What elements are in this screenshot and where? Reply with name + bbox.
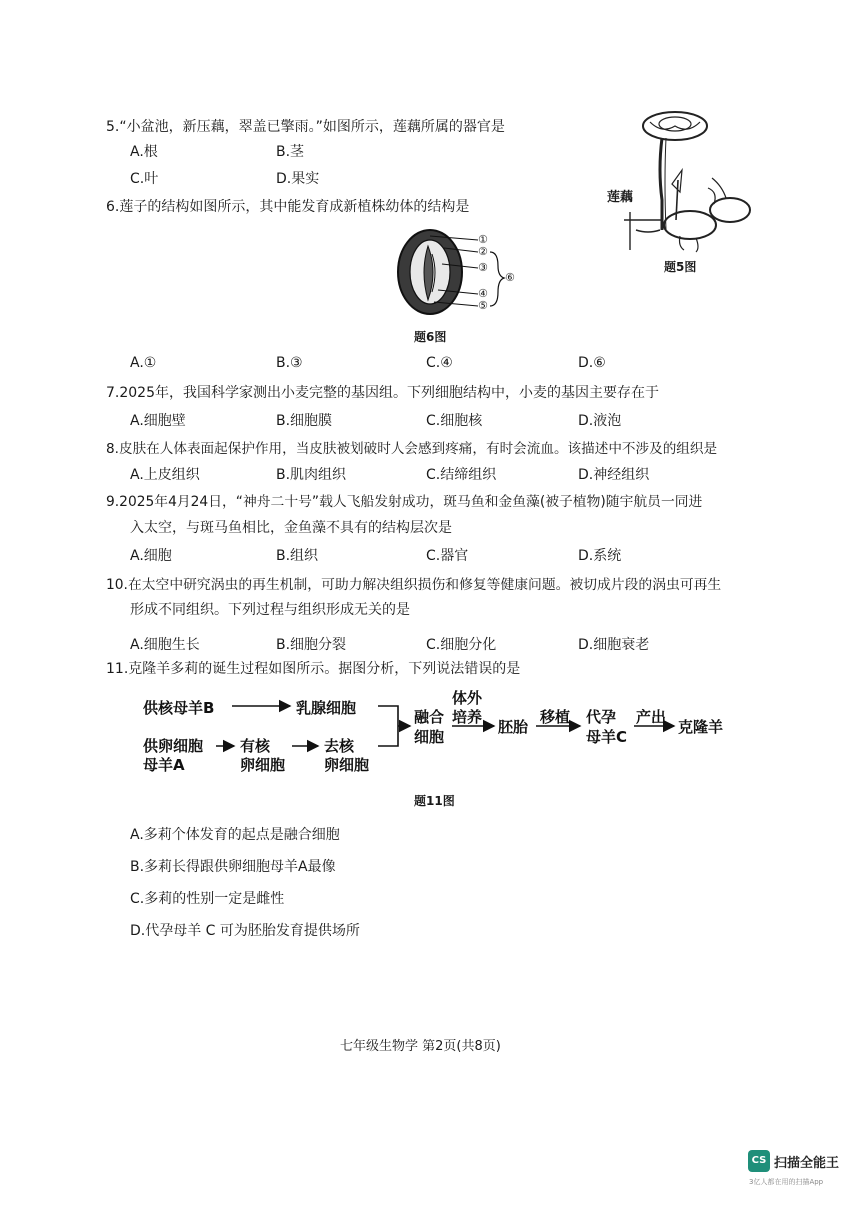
node-enucleated-egg-line1: 去核 bbox=[324, 737, 355, 755]
lotus-illustration bbox=[600, 100, 780, 270]
q11-stem: 11.克隆羊多莉的诞生过程如图所示。据图分析，下列说法错误的是 bbox=[106, 661, 521, 677]
node-enucleated-egg-line2: 卵细胞 bbox=[324, 756, 370, 774]
q11-option-d: D.代孕母羊 C 可为胚胎发育提供场所 bbox=[130, 923, 360, 939]
q9-option-b: B.组织 bbox=[276, 548, 319, 564]
q8-option-b: B.肌肉组织 bbox=[276, 467, 347, 483]
page-footer: 七年级生物学 第2页(共8页) bbox=[340, 1039, 501, 1054]
scanner-app-name: 扫描全能王 bbox=[774, 1156, 840, 1171]
seed-label-5: ⑤ bbox=[478, 299, 488, 312]
q10-option-c: C.细胞分化 bbox=[426, 637, 497, 653]
q7-option-d: D.液泡 bbox=[578, 413, 622, 429]
q7-option-a: A.细胞壁 bbox=[130, 413, 186, 429]
seed-label-6: ⑥ bbox=[505, 271, 515, 284]
label-in-vitro-line2: 培养 bbox=[452, 708, 483, 726]
q5-stem: 5.“小盆池，新压藕，翠盖已擎雨。”如图所示，莲藕所属的器官是 bbox=[106, 119, 505, 135]
q6-stem: 6.莲子的结构如图所示，其中能发育成新植株幼体的结构是 bbox=[106, 199, 470, 215]
seed-label-1: ① bbox=[478, 233, 488, 246]
node-fused-cell-line1: 融合 bbox=[414, 708, 445, 726]
q8-stem: 8.皮肤在人体表面起保护作用，当皮肤被划破时人会感到疼痛，有时会流血。该描述中不涉及的组织是 bbox=[106, 441, 718, 457]
q8-option-c: C.结缔组织 bbox=[426, 467, 497, 483]
q7-option-b: B.细胞膜 bbox=[276, 413, 333, 429]
q5-option-c: C.叶 bbox=[130, 171, 159, 187]
label-birth: 产出 bbox=[636, 708, 667, 726]
q11-option-a: A.多莉个体发育的起点是融合细胞 bbox=[130, 827, 340, 843]
node-nucleated-egg-line1: 有核 bbox=[240, 737, 271, 755]
q9-option-a: A.细胞 bbox=[130, 548, 172, 564]
q9-option-d: D.系统 bbox=[578, 548, 622, 564]
q7-stem: 7.2025年，我国科学家测出小麦完整的基因组。下列细胞结构中，小麦的基因主要存在于 bbox=[106, 385, 659, 401]
node-nucleated-egg-line2: 卵细胞 bbox=[240, 756, 286, 774]
q10-stem-line1: 10.在太空中研究涡虫的再生机制，可助力解决组织损伤和修复等健康问题。被切成片段的涡虫可再生 bbox=[106, 577, 722, 593]
figure-6-caption: 题6图 bbox=[414, 330, 447, 344]
node-surrogate-line1: 代孕 bbox=[586, 708, 617, 726]
node-embryo: 胚胎 bbox=[498, 718, 529, 736]
q10-option-b: B.细胞分裂 bbox=[276, 637, 347, 653]
q5-option-d: D.果实 bbox=[276, 171, 320, 187]
node-cloned-sheep: 克隆羊 bbox=[678, 718, 724, 736]
node-donor-a-line2: 母羊A bbox=[143, 756, 185, 774]
figure-11-caption: 题11图 bbox=[414, 794, 455, 808]
q9-stem-line1: 9.2025年4月24日，“神舟二十号”载人飞船发射成功，斑马鱼和金鱼藻(被子植物)随宇航员一同进 bbox=[106, 494, 703, 510]
seed-label-2: ② bbox=[478, 245, 488, 258]
q7-option-c: C.细胞核 bbox=[426, 413, 483, 429]
q10-option-a: A.细胞生长 bbox=[130, 637, 200, 653]
q10-option-d: D.细胞衰老 bbox=[578, 637, 650, 653]
label-in-vitro-line1: 体外 bbox=[452, 689, 483, 707]
q6-option-d: D.⑥ bbox=[578, 355, 606, 371]
scanner-logo-icon: CS bbox=[748, 1150, 770, 1172]
q11-option-b: B.多莉长得跟供卵细胞母羊A最像 bbox=[130, 859, 336, 875]
node-donor-b: 供核母羊B bbox=[143, 699, 215, 717]
node-donor-a-line1: 供卵细胞 bbox=[143, 737, 204, 755]
q9-option-c: C.器官 bbox=[426, 548, 469, 564]
figure-5-caption: 题5图 bbox=[664, 260, 697, 274]
label-lotus-root: 莲藕 bbox=[607, 190, 634, 205]
q9-stem-line2: 入太空，与斑马鱼相比，金鱼藻不具有的结构层次是 bbox=[130, 520, 452, 536]
q11-option-c: C.多莉的性别一定是雌性 bbox=[130, 891, 285, 907]
scanner-app-tagline: 3亿人都在用的扫描App bbox=[749, 1178, 824, 1186]
seed-label-4: ④ bbox=[478, 287, 488, 300]
node-mammary-cell: 乳腺细胞 bbox=[296, 699, 357, 717]
q5-option-b: B.茎 bbox=[276, 144, 305, 160]
q8-option-a: A.上皮组织 bbox=[130, 467, 200, 483]
node-fused-cell-line2: 细胞 bbox=[414, 728, 445, 746]
seed-label-3: ③ bbox=[478, 261, 488, 274]
q6-option-b: B.③ bbox=[276, 355, 303, 371]
node-surrogate-line2: 母羊C bbox=[586, 728, 628, 746]
q6-option-c: C.④ bbox=[426, 355, 453, 371]
q8-option-d: D.神经组织 bbox=[578, 467, 650, 483]
label-transplant: 移植 bbox=[540, 708, 571, 726]
q5-option-a: A.根 bbox=[130, 144, 158, 160]
q6-option-a: A.① bbox=[130, 355, 157, 371]
q10-stem-line2: 形成不同组织。下列过程与组织形成无关的是 bbox=[130, 602, 410, 618]
